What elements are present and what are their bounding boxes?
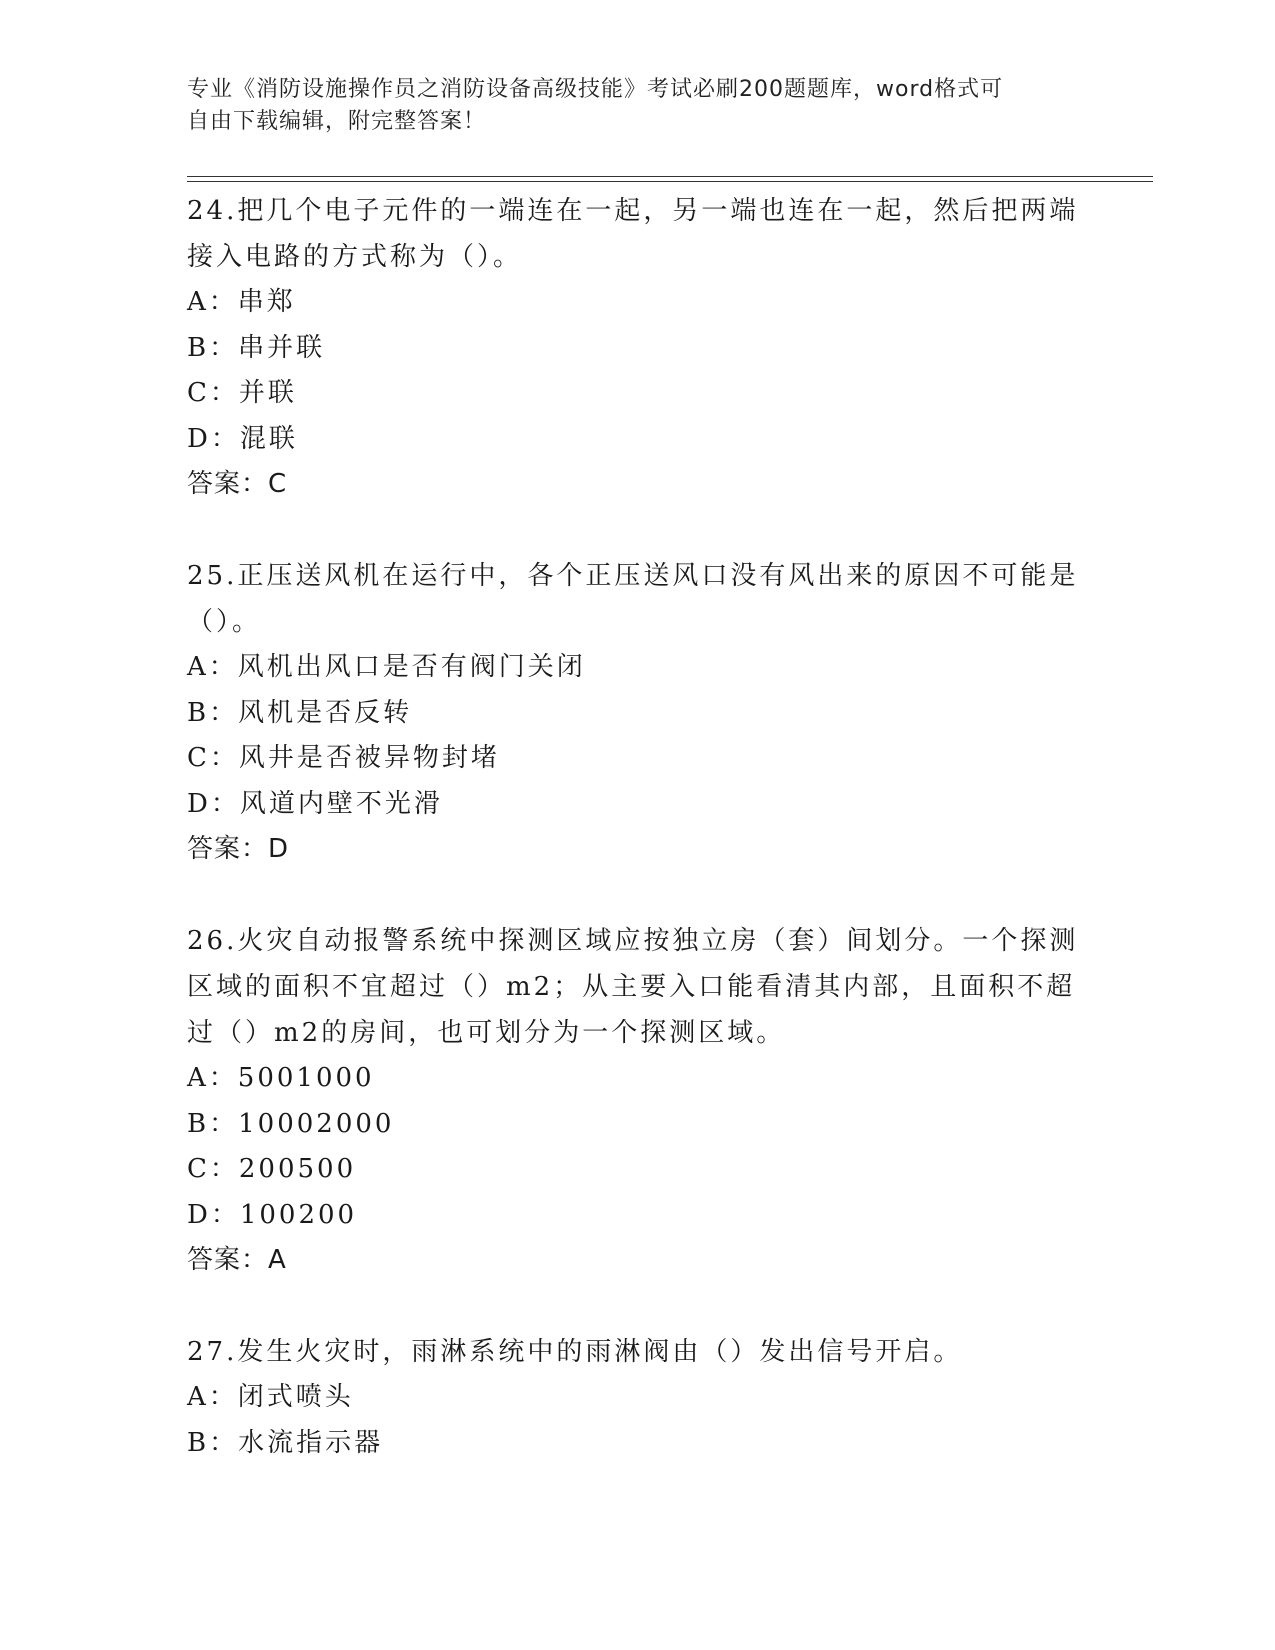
question-stem-line: 接入电路的方式称为（）。: [187, 242, 523, 272]
option-a: A：闭式喷头: [187, 1382, 354, 1412]
question-25: [187, 553, 1087, 872]
option-c: C：并联: [187, 378, 297, 408]
answer-line: 答案：C: [187, 469, 288, 499]
question-26: [187, 918, 1087, 1283]
question-spacer: [187, 1283, 1087, 1329]
option-a: A：串郑: [187, 287, 296, 317]
question-stem-line: （）。: [187, 607, 262, 637]
option-a: A：风机出风口是否有阀门关闭: [187, 652, 586, 682]
question-stem-line: 27.发生火灾时，雨淋系统中的雨淋阀由（）发出信号开启。: [187, 1337, 963, 1367]
header-divider-bottom: [187, 181, 1153, 182]
question-list: [187, 188, 1087, 1466]
question-stem-line: 24.把几个电子元件的一端连在一起，另一端也连在一起，然后把两端: [187, 196, 1079, 226]
question-stem-line: 过（）m2的房间，也可划分为一个探测区域。: [187, 1018, 786, 1048]
question-stem-line: 25.正压送风机在运行中，各个正压送风口没有风出来的原因不可能是: [187, 561, 1079, 591]
option-d: D：风道内壁不光滑: [187, 788, 443, 819]
option-b: B：串并联: [187, 332, 326, 363]
option-d: D：100200: [187, 1199, 358, 1230]
option-d: D：混联: [187, 423, 298, 454]
option-c: C：风井是否被异物封堵: [187, 743, 500, 773]
option-a: A：5001000: [187, 1063, 375, 1093]
header-line-2: 自由下载编辑，附完整答案！: [187, 109, 487, 134]
option-c: C：200500: [187, 1154, 357, 1184]
question-stem-line: 26.火灾自动报警系统中探测区域应按独立房（套）间划分。一个探测: [187, 926, 1079, 956]
option-b: B：水流指示器: [187, 1427, 384, 1458]
option-b: B：10002000: [187, 1108, 395, 1139]
header-line-1: 专业《消防设施操作员之消防设备高级技能》考试必刷200题题库，word格式可: [187, 77, 1004, 102]
answer-line: 答案：A: [187, 1245, 287, 1275]
question-spacer: [187, 507, 1087, 553]
header-divider-top: [187, 176, 1153, 177]
answer-line: 答案：D: [187, 834, 290, 864]
document-header: [187, 74, 1067, 138]
option-b: B：风机是否反转: [187, 697, 413, 728]
question-27: [187, 1329, 1087, 1466]
question-24: [187, 188, 1087, 507]
question-spacer: [187, 872, 1087, 918]
question-stem-line: 区域的面积不宜超过（）m2；从主要入口能看清其内部，且面积不超: [187, 972, 1076, 1002]
